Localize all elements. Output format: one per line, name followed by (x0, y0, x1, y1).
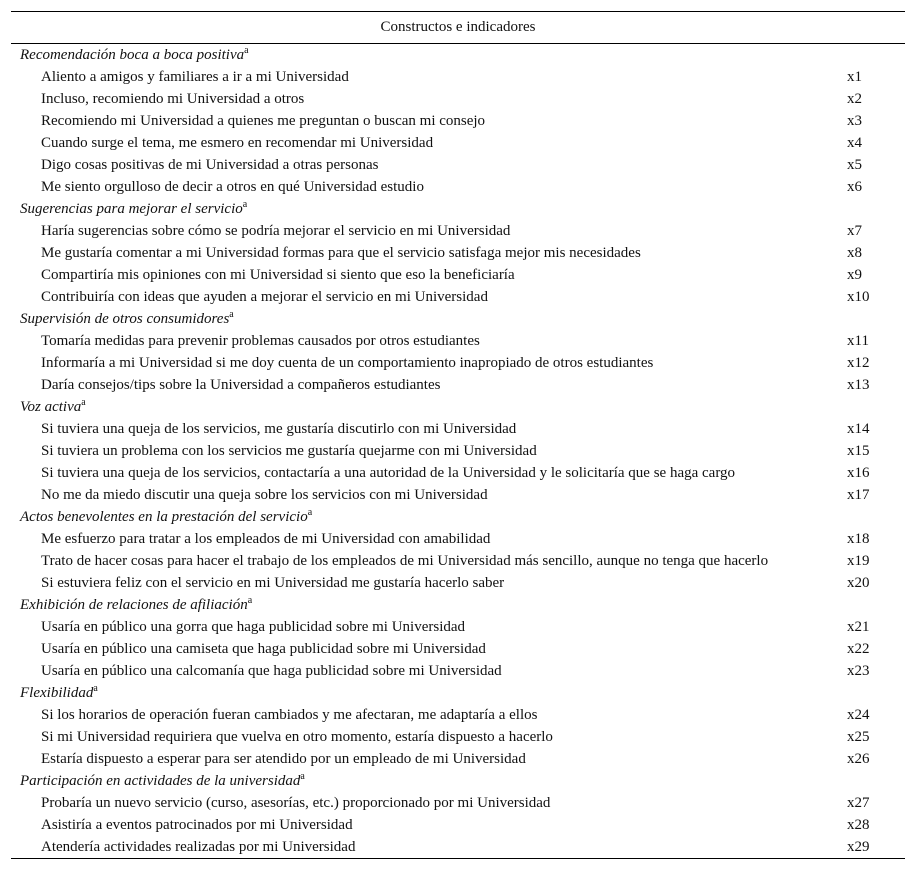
indicator-row (11, 550, 905, 572)
indicator-row (11, 286, 905, 308)
indicator-text: Me siento orgulloso de decir a otros en qué Universidad estudio (41, 179, 424, 195)
indicator-code: x24 (847, 707, 870, 723)
indicator-row (11, 572, 905, 594)
indicator-text: Informaría a mi Universidad si me doy cuenta de un comportamiento inapropiado de otros estudiantes (41, 355, 654, 371)
indicator-text: Trato de hacer cosas para hacer el trabajo de los empleados de mi Universidad más sencillo, aunque no tenga que hacerlo (41, 553, 769, 569)
indicator-text: Si mi Universidad requiriera que vuelva en otro momento, estaría dispuesto a hacerlo (41, 729, 553, 745)
indicator-row (11, 462, 905, 484)
indicator-code: x7 (847, 223, 862, 239)
indicator-row (11, 638, 905, 660)
indicator-code: x8 (847, 245, 862, 261)
indicator-code: x1 (847, 69, 862, 85)
indicator-code: x21 (847, 619, 870, 635)
indicator-text: Compartiría mis opiniones con mi Universidad si siento que eso la beneficiaría (41, 267, 515, 283)
indicator-row (11, 154, 905, 176)
indicator-text: Si tuviera un problema con los servicios me gustaría quejarme con mi Universidad (41, 443, 537, 459)
indicator-text: Recomiendo mi Universidad a quienes me preguntan o buscan mi consejo (41, 113, 486, 129)
construct-title (20, 198, 247, 220)
indicator-text: Si los horarios de operación fueran cambiados y me afectaran, me adaptaría a ellos (41, 707, 538, 723)
construct-heading (11, 682, 905, 704)
indicator-code: x11 (847, 333, 869, 349)
indicator-row (11, 484, 905, 506)
table-header: Constructos e indicadores (380, 19, 536, 35)
footnote-mark: a (229, 309, 234, 320)
indicator-row (11, 440, 905, 462)
indicator-code: x27 (847, 795, 870, 811)
construct-title (20, 506, 312, 528)
indicator-text: Asistiría a eventos patrocinados por mi Universidad (41, 817, 353, 833)
indicator-row (11, 242, 905, 264)
indicator-row (11, 110, 905, 132)
indicator-text: Atendería actividades realizadas por mi Universidad (41, 839, 356, 855)
indicator-code: x6 (847, 179, 862, 195)
indicator-code: x5 (847, 157, 862, 173)
construct-title (20, 44, 249, 66)
indicator-row (11, 726, 905, 748)
construct-title (20, 770, 305, 792)
indicator-code: x12 (847, 355, 870, 371)
indicator-text: Si estuviera feliz con el servicio en mi Universidad me gustaría hacerlo saber (41, 575, 505, 591)
indicator-text: Me gustaría comentar a mi Universidad formas para que el servicio satisfaga mejor mis necesidades (41, 245, 641, 261)
indicator-row (11, 616, 905, 638)
indicator-code: x23 (847, 663, 870, 679)
indicator-row (11, 836, 905, 858)
indicator-text: Contribuiría con ideas que ayuden a mejorar el servicio en mi Universidad (41, 289, 488, 305)
indicator-text: Haría sugerencias sobre cómo se podría mejorar el servicio en mi Universidad (41, 223, 511, 239)
construct-heading (11, 396, 905, 418)
indicator-text: Digo cosas positivas de mi Universidad a otras personas (41, 157, 379, 173)
construct-title (20, 594, 252, 616)
footnote-mark: a (242, 199, 248, 210)
indicator-code: x13 (847, 377, 870, 393)
indicator-text: No me da miedo discutir una queja sobre los servicios con mi Universidad (41, 487, 488, 503)
construct-title-text: Actos benevolentes en la prestación del servicio (20, 509, 308, 525)
indicator-row (11, 176, 905, 198)
indicator-row (11, 66, 905, 88)
indicator-row (11, 792, 905, 814)
indicator-text: Usaría en público una calcomanía que haga publicidad sobre mi Universidad (41, 663, 502, 679)
indicator-code: x14 (847, 421, 870, 437)
indicator-code: x16 (847, 465, 870, 481)
indicator-text: Si tuviera una queja de los servicios, contactaría a una autoridad de la Universidad y le solicitaría que se haga cargo (41, 465, 736, 481)
indicator-text: Daría consejos/tips sobre la Universidad a compañeros estudiantes (41, 377, 441, 393)
indicator-code: x18 (847, 531, 870, 547)
indicator-row (11, 418, 905, 440)
indicator-row (11, 352, 905, 374)
construct-title-text: Exhibición de relaciones de afiliación (20, 597, 248, 613)
footnote-mark: a (247, 595, 253, 606)
indicator-code: x20 (847, 575, 870, 591)
footnote-mark: a (93, 683, 98, 694)
construct-title (20, 682, 98, 704)
indicator-text: Me esfuerzo para tratar a los empleados de mi Universidad con amabilidad (41, 531, 491, 547)
indicator-text: Probaría un nuevo servicio (curso, asesorías, etc.) proporcionado por mi Universidad (41, 795, 551, 811)
indicator-row (11, 88, 905, 110)
indicator-code: x2 (847, 91, 862, 107)
indicator-code: x3 (847, 113, 862, 129)
construct-title (20, 396, 86, 418)
footnote-mark: a (300, 771, 305, 782)
indicator-row (11, 704, 905, 726)
indicator-code: x17 (847, 487, 870, 503)
indicator-code: x29 (847, 839, 870, 855)
indicator-code: x25 (847, 729, 870, 745)
constructs-table (11, 11, 905, 859)
indicator-row (11, 374, 905, 396)
indicator-text: Si tuviera una queja de los servicios, me gustaría discutirlo con mi Universidad (41, 421, 517, 437)
footnote-mark: a (307, 507, 313, 518)
indicator-row (11, 660, 905, 682)
footnote-mark: a (81, 397, 86, 408)
construct-title (20, 308, 234, 330)
footnote-mark: a (244, 45, 249, 56)
construct-title-text: Voz activa (20, 399, 82, 415)
indicator-text: Aliento a amigos y familiares a ir a mi Universidad (41, 69, 349, 85)
construct-title-text: Supervisión de otros consumidores (20, 311, 230, 327)
construct-title-text: Flexibilidad (20, 685, 94, 701)
indicator-code: x26 (847, 751, 870, 767)
construct-heading (11, 198, 905, 220)
indicator-text: Estaría dispuesto a esperar para ser atendido por un empleado de mi Universidad (41, 751, 526, 767)
construct-title-text: Participación en actividades de la universidad (20, 773, 301, 789)
indicator-row (11, 748, 905, 770)
indicator-code: x28 (847, 817, 870, 833)
construct-heading (11, 594, 905, 616)
indicator-code: x4 (847, 135, 862, 151)
construct-title-text: Recomendación boca a boca positiva (20, 47, 245, 63)
construct-heading (11, 770, 905, 792)
indicator-row (11, 220, 905, 242)
construct-heading (11, 308, 905, 330)
indicator-row (11, 132, 905, 154)
indicator-row (11, 264, 905, 286)
indicator-row (11, 528, 905, 550)
indicator-code: x22 (847, 641, 870, 657)
construct-heading (11, 506, 905, 528)
indicator-text: Tomaría medidas para prevenir problemas causados por otros estudiantes (41, 333, 480, 349)
indicator-text: Usaría en público una gorra que haga publicidad sobre mi Universidad (41, 619, 466, 635)
indicator-code: x10 (847, 289, 870, 305)
indicator-row (11, 330, 905, 352)
table-body (11, 44, 905, 858)
indicator-text: Usaría en público una camiseta que haga publicidad sobre mi Universidad (41, 641, 486, 657)
construct-title-text: Sugerencias para mejorar el servicio (20, 201, 243, 217)
indicator-row (11, 814, 905, 836)
indicator-code: x9 (847, 267, 862, 283)
bottom-rule (11, 858, 905, 859)
indicator-text: Incluso, recomiendo mi Universidad a otros (41, 91, 305, 107)
indicator-code: x19 (847, 553, 870, 569)
indicator-code: x15 (847, 443, 870, 459)
construct-heading (11, 44, 905, 66)
indicator-text: Cuando surge el tema, me esmero en recomendar mi Universidad (41, 135, 434, 151)
